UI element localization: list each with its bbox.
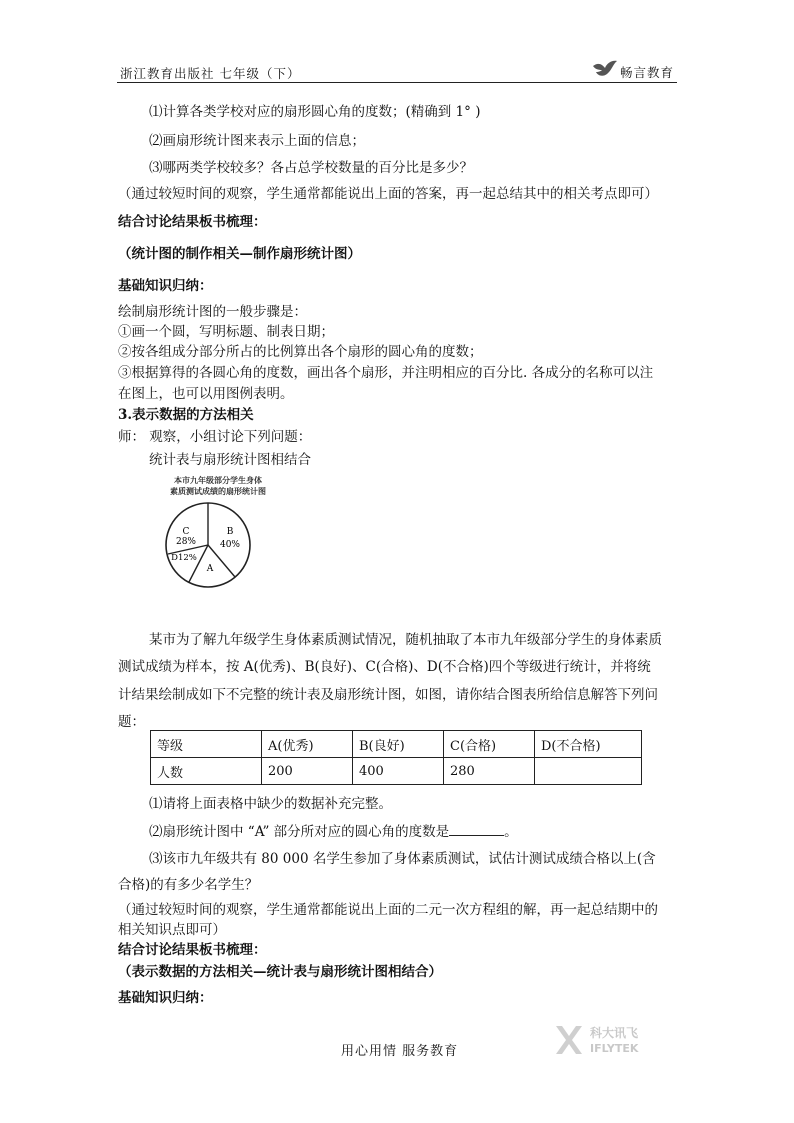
table-header-cell: C(合格) <box>444 731 535 758</box>
section-3-heading: 3.表示数据的方法相关 <box>118 407 254 423</box>
question-3: ⑶哪两类学校较多？各占总学校数量的百分比是多少？ <box>149 160 473 176</box>
teacher-note-2-line-2: 相关知识点即可） <box>118 922 226 938</box>
basic-knowledge-heading-1: 基础知识归纳： <box>118 278 213 294</box>
iflytek-brand-en: IFLYTEK <box>590 1042 639 1055</box>
sub-question-1: ⑴请将上面表格中缺少的数据补充完整。 <box>149 796 392 812</box>
header-brand: 畅言教育 <box>620 65 675 80</box>
pie-label-b: B <box>226 527 234 537</box>
sub-question-3-line-1: ⑶该市九年级共有 80 000 名学生参加了身体素质测试，试估计测试成绩合格以上(含 <box>149 851 656 867</box>
sub-question-2-end: 。 <box>504 824 518 840</box>
sub-question-2-text: ⑵扇形统计图中 “A” 部分所对应的圆心角的度数是 <box>149 824 450 840</box>
pie-label-b-pct: 40% <box>219 540 241 550</box>
combo-title: 统计表与扇形统计图相结合 <box>149 452 311 468</box>
pie-chart-figure <box>164 472 288 596</box>
question-1: ⑴计算各类学校对应的扇形圆心角的度数；(精确到 1° ) <box>149 104 481 120</box>
pie-label-c-pct: 28% <box>175 537 197 547</box>
summary-heading-2: 结合讨论结果板书梳理： <box>118 942 267 958</box>
problem-line-1: 某市为了解九年级学生身体素质测试情况，随机抽取了本市九年级部分学生的身体素质 <box>149 632 662 648</box>
pie-radius-da <box>189 545 208 582</box>
table-cell: 人数 <box>151 758 262 785</box>
teacher-note-2-line-1: （通过较短时间的观察，学生通常都能说出上面的二元一次方程组的解，再一起总结期中的 <box>118 902 658 918</box>
changyan-bird-logo-icon <box>592 58 618 80</box>
table-header-cell: D(不合格) <box>535 731 642 758</box>
teacher-note-1: （通过较短时间的观察，学生通常都能说出上面的答案，再一起总结其中的相关考点即可） <box>118 186 658 202</box>
iflytek-brand-cn: 科大讯飞 <box>590 1026 639 1040</box>
step-3-line-1: ③根据算得的各圆心角的度数，画出各个扇形，并注明相应的百分比. 各成分的名称可以注 <box>118 365 654 381</box>
table-row <box>151 758 642 785</box>
problem-line-2: 测试成绩为样本，按 A(优秀)、B(良好)、C(合格)、D(不合格)四个等级进行统计，并将统 <box>118 659 651 675</box>
table-header-cell: B(良好) <box>353 731 444 758</box>
header-divider <box>117 82 677 83</box>
pie-title-line-2: 素质测试成绩的扇形统计图 <box>170 487 266 496</box>
table-cell <box>535 758 642 785</box>
topic-heading-2: （表示数据的方法相关—统计表与扇形统计图相结合） <box>118 964 442 980</box>
problem-line-4: 题： <box>118 714 145 730</box>
table-header-cell: A(优秀) <box>262 731 353 758</box>
iflytek-logo-icon <box>554 1020 684 1060</box>
table-cell: 280 <box>444 758 535 785</box>
table-header-row <box>151 731 642 758</box>
header-publisher: 浙江教育出版社 七年级（下） <box>120 66 301 81</box>
pie-label-a: A <box>206 564 214 574</box>
teacher-instruction: 师： 观察，小组讨论下列问题： <box>118 429 312 445</box>
question-2: ⑵画扇形统计图来表示上面的信息； <box>149 133 365 149</box>
grade-table <box>150 730 642 785</box>
steps-title: 绘制扇形统计图的一般步骤是： <box>118 304 307 320</box>
step-1: ①画一个圆，写明标题、制表日期； <box>118 324 334 340</box>
problem-line-3: 计结果绘制成如下不完整的统计表及扇形统计图，如图，请你结合图表所给信息解答下列问 <box>118 687 658 703</box>
footer-slogan: 用心用情 服务教育 <box>341 1044 459 1059</box>
pie-title-line-1: 本市九年级部分学生身体 <box>174 476 262 485</box>
sub-question-3-line-2: 合格)的有多少名学生？ <box>118 877 259 893</box>
pie-label-c: C <box>182 527 190 537</box>
table-header-cell: 等级 <box>151 731 262 758</box>
answer-blank <box>449 823 504 836</box>
pie-label-d: D12% <box>171 553 197 563</box>
basic-knowledge-heading-2: 基础知识归纳： <box>118 990 213 1006</box>
step-2: ②按各组成分部分所占的比例算出各个扇形的圆心角的度数； <box>118 344 483 360</box>
sub-question-2 <box>149 820 518 840</box>
step-3-line-2: 在图上，也可以用图例表明。 <box>118 386 294 402</box>
summary-heading-1: 结合讨论结果板书梳理： <box>118 214 267 230</box>
table-cell: 200 <box>262 758 353 785</box>
topic-heading-1: （统计图的制作相关—制作扇形统计图） <box>118 246 361 262</box>
table-cell: 400 <box>353 758 444 785</box>
